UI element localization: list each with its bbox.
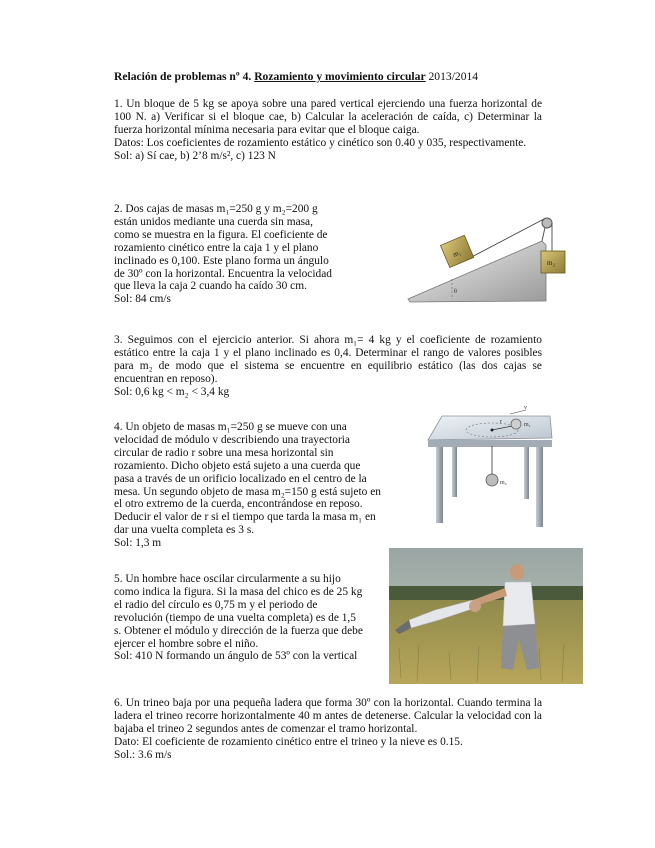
mass-1-ball — [511, 419, 521, 429]
angle-label: θ — [454, 289, 457, 295]
swing-photo — [389, 548, 583, 684]
problem-6-solution: Sol.: 3.6 m/s — [114, 748, 172, 761]
title-topic: Rozamiento y movimiento circular — [254, 70, 426, 83]
mass-1-label: m₁ — [524, 422, 531, 428]
problem-3-solution: Sol: 0,6 kg < m₂ < 3,4 kg — [114, 385, 230, 398]
incline-pulley-figure — [404, 213, 580, 305]
problem-5-line: ejercer el hombre sobre el niño. — [114, 637, 259, 650]
problem-6-data: Dato: El coeficiente de rozamiento cinético entre el trineo y la nieve es 0.15. — [114, 735, 463, 748]
photo-field — [389, 600, 583, 684]
child-head — [469, 600, 481, 612]
problem-2-line: están unidos mediante una cuerda sin masa, — [114, 215, 313, 228]
problem-2-line: de 30º con la horizontal. Encuentra la velocidad — [114, 267, 332, 280]
hole-icon — [491, 429, 494, 432]
problem-4-line: el otro extremo de la cuerda, encontrándose en reposo. — [114, 498, 363, 511]
problem-4-solution: Sol: 1,3 m — [114, 537, 162, 550]
velocity-label: v — [524, 405, 527, 411]
problem-5-line: como indica la figura. Si la masa del chico es de 25 kg — [114, 585, 363, 598]
problem-4-line: rozamiento. Dicho objeto está sujeto a una cuerda que — [114, 459, 361, 472]
problem-5-line: s. Obtener el módulo y dirección de la fuerza que debe — [114, 624, 363, 637]
radius-label: r — [500, 419, 502, 425]
problem-2-line: rozamiento cinético entre la caja 1 y el plano — [114, 241, 319, 254]
problem-5-line: revolución (tiempo de una vuelta completa) es de 1,5 — [114, 611, 356, 624]
problem-1-solution: Sol: a) Sí cae, b) 2’8 m/s², c) 123 N — [114, 149, 276, 162]
table-top — [428, 416, 552, 440]
incline-wedge — [408, 241, 546, 302]
problem-4-line: dar una vuelta completa es 3 s. — [114, 524, 255, 537]
problem-2-line: que lleva la caja 2 cuando ha caído 30 cm. — [114, 280, 307, 293]
problem-5-line: el radio del círculo es 0,75 m y el periodo de — [114, 598, 318, 611]
box-1 — [440, 235, 473, 267]
man-shirt — [503, 582, 535, 626]
man-head — [510, 564, 524, 580]
problem-5-solution: Sol: 410 N formando un ángulo de 53º con la vertical — [114, 650, 358, 663]
problem-4-line: velocidad de módulo v describiendo una trayectoria — [114, 433, 350, 446]
table-leg — [436, 447, 443, 523]
problem-4 — [114, 421, 414, 550]
table-leg — [452, 447, 457, 497]
problem-3-statement: 3. Seguimos con el ejercicio anterior. Si ahora m₁= 4 kg y el coeficiente de rozamiento estático entre la caja 1 y el plano inclinado es 0,4. Determinar el rango de valores posibles para m₂ de modo que el sistema se encuentre en equilibrio estático (las dos cajas se encuentran en reposo). — [114, 334, 542, 385]
problem-4-line: Deducir el valor de r si el tiempo que tarda la masa m₁ en — [114, 511, 376, 524]
mass-2-label: m₂ — [500, 480, 507, 486]
problem-6 — [114, 697, 542, 762]
table-edge — [428, 440, 552, 447]
problem-5-line: 5. Un hombre hace oscilar circularmente a su hijo — [114, 573, 341, 585]
problem-5 — [114, 573, 389, 663]
problem-2 — [114, 203, 404, 306]
table-figure — [424, 404, 558, 532]
problem-1 — [114, 98, 542, 163]
problem-2-line: 2. Dos cajas de masas m₁=250 g y m₂=200 g — [114, 203, 318, 215]
problem-4-line: circular de radio r sobre una mesa horizontal sin — [114, 446, 334, 459]
table-leg — [524, 447, 529, 499]
problem-4-line: pasa a través de un orificio localizado en el centro de la — [114, 472, 367, 485]
problem-2-line: inclinado es 0,100. Este plano forma un ángulo — [114, 254, 329, 267]
box-1-label: m₁ — [451, 248, 463, 259]
title-year: 2013/2014 — [428, 70, 479, 83]
problem-2-line: como se muestra en la figura. El coeficiente de — [114, 228, 328, 241]
box-2-label: m₂ — [547, 259, 555, 267]
problem-2-solution: Sol: 84 cm/s — [114, 293, 171, 306]
title-prefix: Relación de problemas nº 4. — [114, 70, 252, 83]
problem-3 — [114, 334, 542, 399]
mass-2-ball — [486, 474, 498, 486]
problem-1-statement: 1. Un bloque de 5 kg se apoya sobre una pared vertical ejerciendo una fuerza horizontal de 100 N. a) Verificar si el bloque cae, b) Calcular la aceleración de caída, c) Determinar la fuerza horizontal mínima necesaria para evitar que el bloque caiga. — [114, 98, 542, 136]
problem-4-line: mesa. Un segundo objeto de masa m₂=150 g está sujeto en — [114, 485, 381, 498]
table-leg — [536, 447, 543, 527]
problem-6-statement: 6. Un trineo baja por una pequeña ladera que forma 30º con la horizontal. Cuando termina la ladera el trineo recorre horizontalmente 40 m antes de detenerse. Calcular la velocidad con la bajaba el trineo 2 segundos antes de comenzar el tramo horizontal. — [114, 697, 542, 735]
problem-1-data: Datos: Los coeficientes de rozamiento estático y cinético son 0.40 y 035, respectivamente. — [114, 136, 527, 149]
problem-4-line: 4. Un objeto de masas m₁=250 g se mueve con una — [114, 421, 347, 433]
document-title — [114, 70, 478, 83]
